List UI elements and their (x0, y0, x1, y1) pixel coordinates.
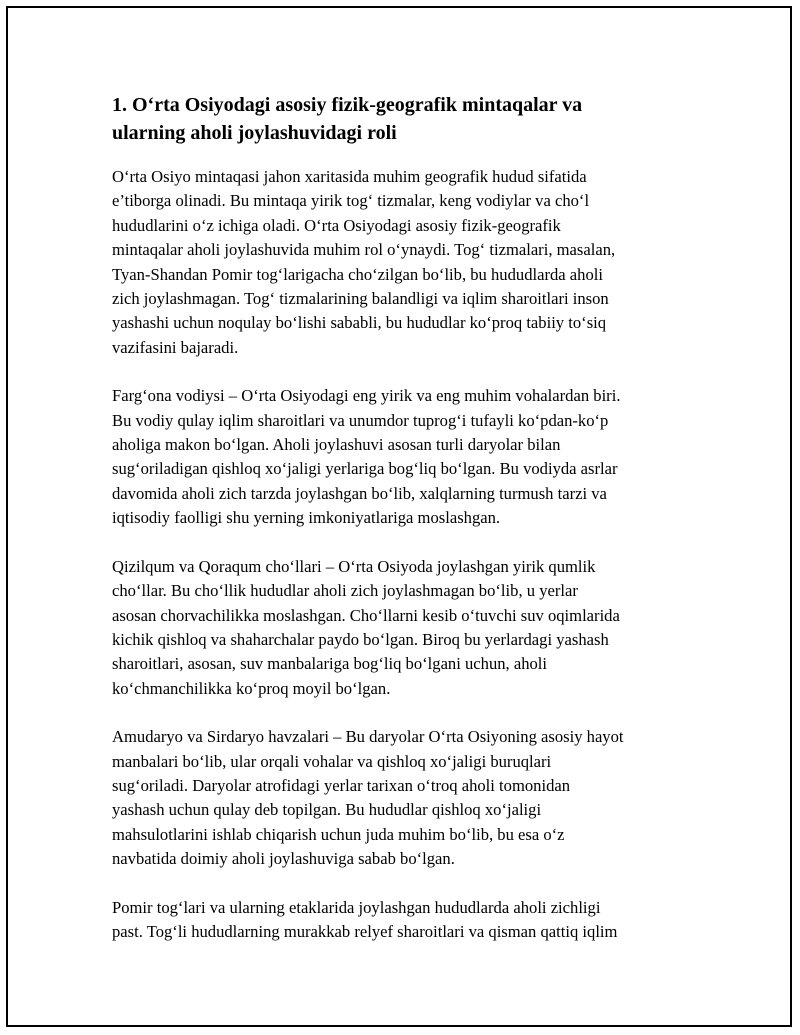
paragraph-fergana (112, 384, 692, 530)
text-line: asosan chorvachilikka moslashgan. Cho‘llarni kesib o‘tuvchi suv oqimlarida (112, 605, 620, 625)
heading-line: ularning aholi joylashuvidagi roli (112, 122, 397, 144)
text-line: zich joylashmagan. Tog‘ tizmalarining balandligi va iqlim sharoitlari inson (112, 289, 609, 309)
text-line: Bu vodiy qulay iqlim sharoitlari va unumdor tuprog‘i tufayli ko‘pdan-ko‘p (112, 410, 609, 430)
text-line: mahsulotlarini ishlab chiqarish uchun juda muhim bo‘lib, bu esa o‘z (112, 824, 565, 844)
text-line: hududlarini o‘z ichiga oladi. O‘rta Osiyodagi asosiy fizik-geografik (112, 215, 561, 235)
text-line: vazifasini bajaradi. (112, 337, 239, 357)
text-line: Amudaryo va Sirdaryo havzalari – Bu daryolar O‘rta Osiyoning asosiy hayot (112, 727, 624, 747)
text-line: mintaqalar aholi joylashuvida muhim rol o‘ynaydi. Tog‘ tizmalari, masalan, (112, 240, 616, 260)
paragraph-mountains (112, 165, 692, 360)
text-line: manbalari bo‘lib, ular orqali vohalar va qishloq xo‘jaligi buruqlari (112, 751, 552, 771)
text-line: ko‘chmanchilikka ko‘proq moyil bo‘lgan. (112, 678, 391, 698)
text-line: past. Tog‘li hududlarning murakkab relyef sharoitlari va qisman qattiq iqlim (112, 921, 618, 941)
paragraph-pamir (112, 896, 692, 945)
section-heading (112, 91, 692, 147)
text-line: yashash uchun qulay deb topilgan. Bu hududlar qishloq xo‘jaligi (112, 800, 542, 820)
text-line: Farg‘ona vodiysi – O‘rta Osiyodagi eng yirik va eng muhim vohalardan biri. (112, 386, 621, 406)
text-line: cho‘llar. Bu cho‘llik hududlar aholi zich joylashmagan bo‘lib, u yerlar (112, 581, 578, 601)
text-line: sug‘oriladi. Daryolar atrofidagi yerlar tarixan o‘troq aholi tomonidan (112, 775, 571, 795)
text-line: navbatida doimiy aholi joylashuviga sabab bo‘lgan. (112, 849, 455, 869)
document-body (112, 91, 692, 968)
text-line: e’tiborga olinadi. Bu mintaqa yirik tog‘ tizmalar, keng vodiylar va cho‘l (112, 191, 590, 211)
text-line: O‘rta Osiyo mintaqasi jahon xaritasida muhim geografik hudud sifatida (112, 167, 587, 186)
paragraph-river-basins (112, 725, 692, 871)
text-line: kichik qishloq va shaharchalar paydo bo‘lgan. Biroq bu yerlardagi yashash (112, 629, 609, 649)
text-line: Tyan-Shandan Pomir tog‘larigacha cho‘zilgan bo‘lib, bu hududlarda aholi (112, 264, 603, 284)
text-line: aholiga makon bo‘lgan. Aholi joylashuvi asosan turli daryolar bilan (112, 435, 561, 455)
text-line: davomida aholi zich tarzda joylashgan bo‘lib, xalqlarning turmush tarzi va (112, 483, 607, 503)
text-line: yashashi uchun noqulay bo‘lishi sababli, bu hududlar ko‘proq tabiiy to‘siq (112, 313, 607, 333)
text-line: sug‘oriladigan qishloq xo‘jaligi yerlariga bog‘liq bo‘lgan. Bu vodiyda asrlar (112, 459, 618, 479)
heading-line: 1. O‘rta Osiyodagi asosiy fizik-geografik mintaqalar va (112, 94, 583, 116)
paragraph-deserts (112, 555, 692, 701)
text-line: sharoitlari, asosan, suv manbalariga bog‘liq bo‘lgani uchun, aholi (112, 654, 548, 674)
text-line: Pomir tog‘lari va ularning etaklarida joylashgan hududlarda aholi zichligi (112, 897, 601, 917)
text-line: iqtisodiy faolligi shu yerning imkoniyatlariga moslashgan. (112, 508, 501, 528)
text-line: Qizilqum va Qoraqum cho‘llari – O‘rta Osiyoda joylashgan yirik qumlik (112, 556, 596, 576)
